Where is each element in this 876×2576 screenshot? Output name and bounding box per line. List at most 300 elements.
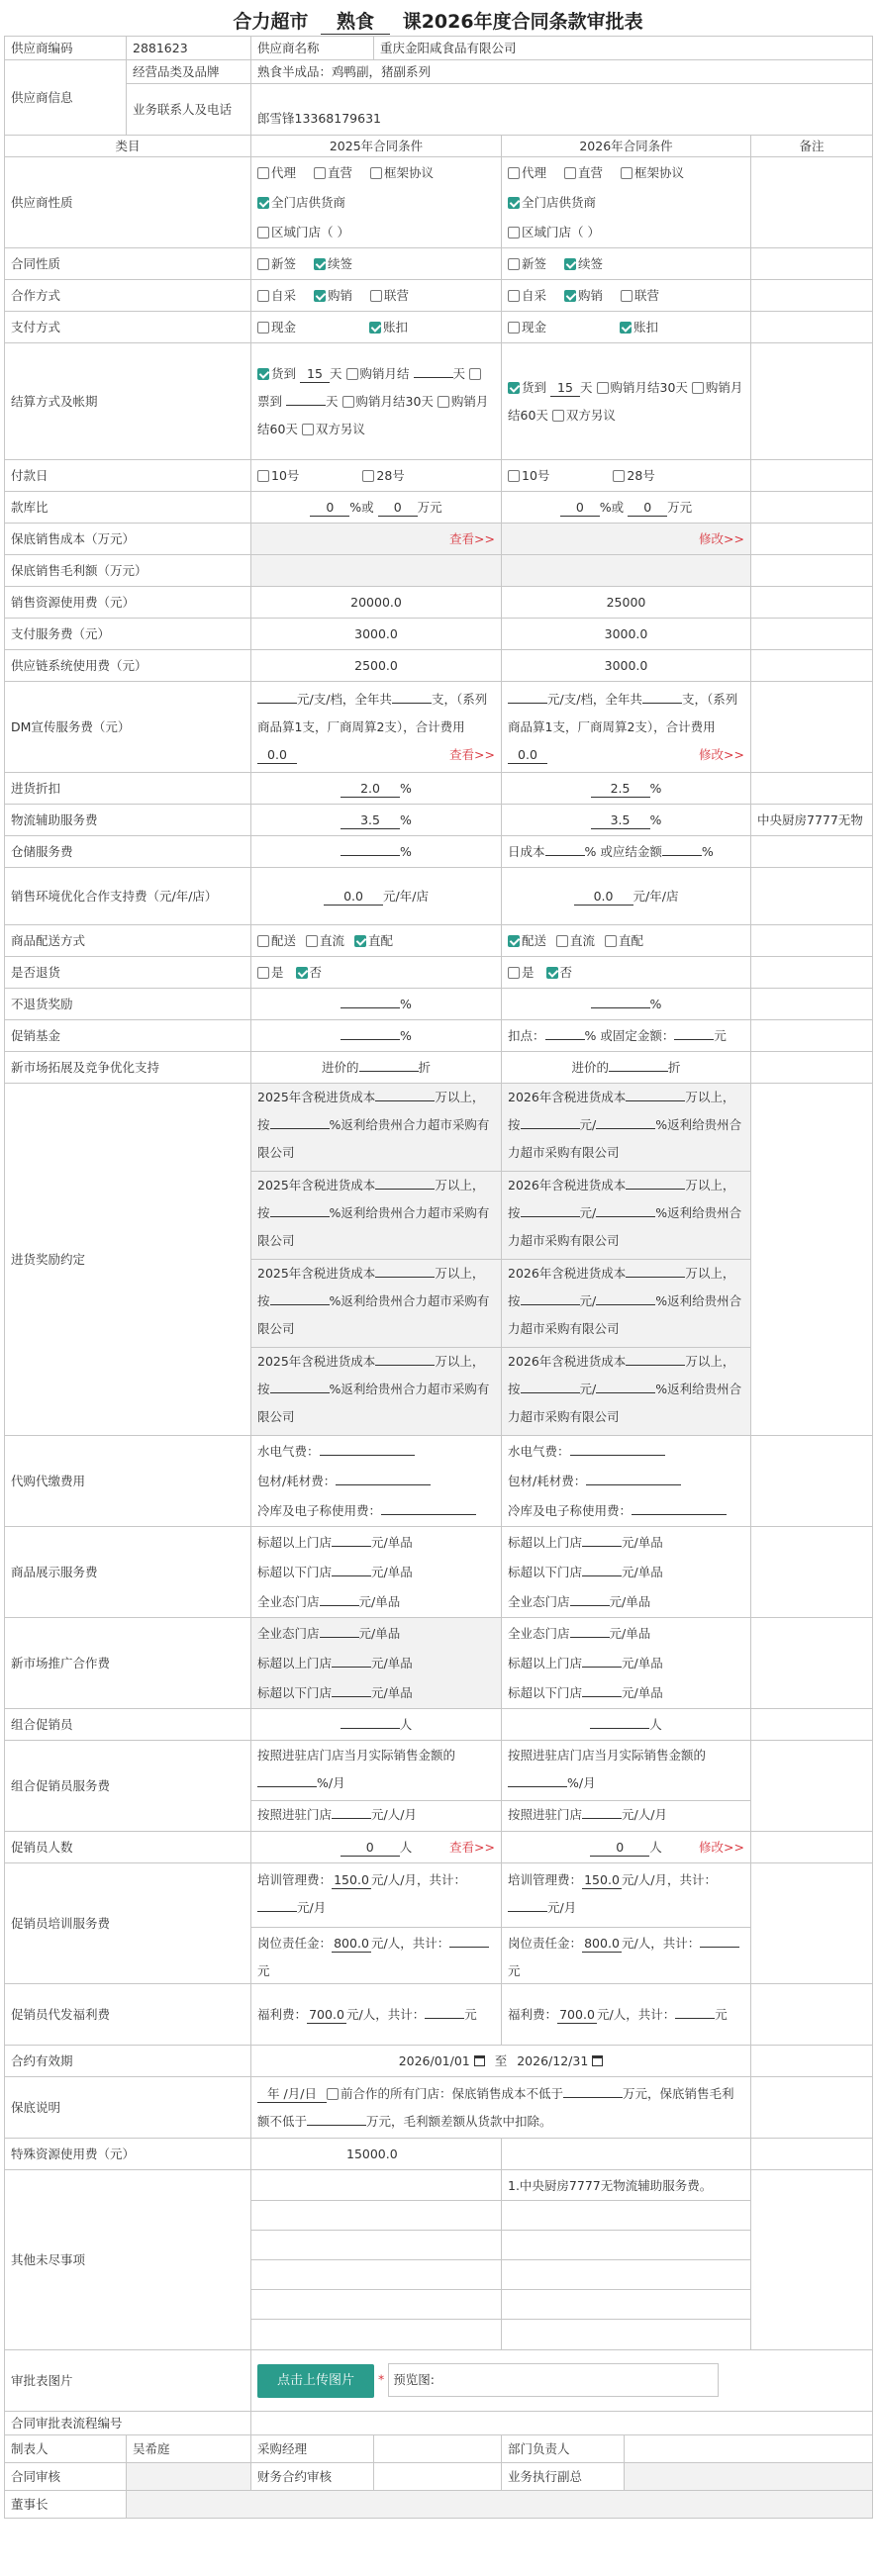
remark-logistics: 中央厨房7777无物 [751, 805, 873, 836]
contract-2026-new[interactable]: 新签 [508, 254, 546, 274]
post-deposit-2026[interactable]: 800.0 [582, 1936, 622, 1953]
resource-fee-2026[interactable]: 25000 [502, 587, 751, 619]
special-2025[interactable]: 15000.0 [346, 2146, 398, 2161]
delivery-2025-flow[interactable]: 直流 [306, 931, 344, 951]
blank-field[interactable] [336, 1484, 431, 1485]
blank-field[interactable] [307, 2125, 366, 2126]
other-2025-line[interactable] [251, 2260, 501, 2290]
blank-field[interactable] [508, 1786, 567, 1787]
row-label-payment: 支付方式 [5, 312, 251, 343]
page-title [0, 0, 876, 36]
checkbox-icon[interactable] [508, 470, 520, 482]
col-header-2026: 2026年合同条件 [502, 136, 751, 157]
nature-2026-all-store[interactable]: 全门店供货商 [508, 188, 596, 218]
blank-field[interactable] [626, 1277, 685, 1278]
checkbox-checked-icon[interactable] [508, 382, 520, 394]
checkbox-icon[interactable] [597, 382, 609, 394]
sign-finance-audit-label: 财务合约审核 [251, 2463, 374, 2491]
row-label-pay-service: 支付服务费（元） [5, 619, 251, 650]
payday-2026-28[interactable]: 28号 [613, 466, 654, 486]
other-2026-line[interactable] [502, 2231, 750, 2260]
row-label-contract-nature: 合同性质 [5, 248, 251, 280]
sign-finance-audit-value[interactable] [374, 2463, 502, 2491]
checkbox-icon[interactable] [613, 470, 625, 482]
checkbox-icon[interactable] [508, 258, 520, 270]
nature-2025-all-store[interactable]: 全门店供货商 [257, 188, 345, 218]
row-label-new-market: 新市场拓展及竞争优化支持 [5, 1052, 251, 1084]
ratio-2026: 0 %或 0 万元 [502, 492, 751, 524]
other-2026-line[interactable]: 1.中央厨房7777无物流辅助服务费。 [502, 2171, 750, 2201]
return-2025 [251, 957, 502, 989]
training-fee-2025[interactable]: 150.0 [332, 1872, 371, 1889]
blank-field[interactable] [320, 1605, 359, 1606]
calendar-icon[interactable] [592, 2055, 603, 2066]
row-label-training: 促销员培训服务费 [5, 1863, 251, 1984]
blank-field[interactable] [596, 1216, 655, 1217]
supplier-code-label: 供应商编码 [5, 37, 127, 60]
dm-2026: 元/支/档，全年共 支，（系列商品算1支，厂商周算2支），合计费用 0.0 修改>> [502, 682, 751, 773]
payday-2025 [251, 460, 502, 492]
blank-field[interactable] [257, 1911, 297, 1912]
payment-2025 [251, 312, 502, 343]
sign-maker-label: 制表人 [5, 2435, 127, 2463]
blank-field[interactable] [425, 2018, 464, 2019]
delivery-2026-direct[interactable]: 直配 [605, 931, 643, 951]
other-2025-line[interactable] [251, 2201, 501, 2231]
coop-2025-joint[interactable]: 联营 [370, 286, 409, 306]
checkbox-checked-icon[interactable] [257, 368, 269, 380]
reward-2025: 2025年含税进货成本 万以上，按 %返利给贵州合力超市采购有限公司 2025年含税进货成本 万以上，按 %返利给贵州合力超市采购有限公司 2025年含税进货成本 万以上，按 %返利给贵州合力超市采购有限公司 2025年含税进货成本 万以上，按 %返利给贵州合力超市采购有限公司 [251, 1084, 502, 1436]
checkbox-icon[interactable] [564, 167, 576, 179]
nature-2025-agent[interactable]: 代理 [257, 158, 296, 188]
row-label-settle: 结算方式及帐期 [5, 343, 251, 460]
row-label-promoter-count: 促销员人数 [5, 1832, 251, 1863]
checkbox-checked-icon[interactable] [564, 290, 576, 302]
delivery-2025-deliver[interactable]: 配送 [257, 931, 296, 951]
return-2026-no[interactable]: 否 [546, 963, 573, 983]
post-deposit-2025[interactable]: 800.0 [332, 1936, 371, 1953]
payday-2025-28[interactable]: 28号 [362, 466, 404, 486]
calendar-icon[interactable] [474, 2055, 485, 2066]
edit-link[interactable]: 修改>> [699, 746, 744, 762]
blank-field[interactable] [341, 1007, 400, 1008]
blank-field[interactable] [570, 1605, 610, 1606]
upload-image-button[interactable]: 点击上传图片 [257, 2364, 374, 2398]
blank-field[interactable] [582, 1575, 622, 1576]
contract-nature-2025 [251, 248, 502, 280]
row-label-coop: 合作方式 [5, 280, 251, 312]
promoter-count-2026[interactable]: 0 [590, 1840, 649, 1857]
row-label-warehouse: 仓储服务费 [5, 836, 251, 868]
contract-2026-renew[interactable]: 续签 [564, 254, 603, 274]
checkbox-checked-icon[interactable] [314, 290, 326, 302]
blank-field[interactable] [270, 1392, 330, 1393]
blank-field[interactable] [270, 1216, 330, 1217]
return-2026-yes[interactable]: 是 [508, 963, 535, 983]
required-mark: * [378, 2371, 385, 2387]
settle-2025: 货到 15 天 购销月结 天 票到 天 购销月结30天 购销月结60天 双方另议 [251, 343, 502, 460]
row-label-env: 销售环境优化合作支持费（元/年/店） [5, 868, 251, 925]
ratio-2026-b[interactable]: 0 [628, 500, 667, 517]
coop-2026-joint[interactable]: 联营 [621, 286, 659, 306]
row-label-agent-fee: 代购代缴费用 [5, 1436, 251, 1527]
logistics-2025: 3.5 % [251, 805, 502, 836]
settle-days-2025[interactable]: 15 [300, 366, 330, 383]
blank-field[interactable] [662, 855, 702, 856]
sign-chairman-label: 董事长 [5, 2491, 127, 2519]
discount-2026: 2.5 % [502, 773, 751, 805]
checkbox-icon[interactable] [257, 227, 269, 239]
checkbox-icon[interactable] [257, 935, 269, 947]
guarantee-date[interactable]: 年 /月/日 [257, 2086, 327, 2103]
ratio-2025-b[interactable]: 0 [378, 500, 418, 517]
blank-field[interactable] [626, 1365, 685, 1366]
view-link[interactable]: 查看>> [449, 746, 495, 762]
row-label-other: 其他未尽事项 [5, 2170, 251, 2350]
checkbox-icon[interactable] [605, 935, 617, 947]
blank-field[interactable] [570, 1455, 665, 1456]
checkbox-icon[interactable] [327, 2088, 339, 2100]
return-2026 [502, 957, 751, 989]
checkbox-icon[interactable] [692, 382, 704, 394]
blank-field[interactable] [596, 1304, 655, 1305]
delivery-2026-flow[interactable]: 直流 [556, 931, 595, 951]
checkbox-icon[interactable] [257, 322, 269, 334]
blank-field[interactable] [675, 2018, 715, 2019]
sign-maker-value: 吴希庭 [127, 2435, 251, 2463]
logistics-2026: 3.5 % [502, 805, 751, 836]
payment-2026-cash[interactable]: 现金 [508, 318, 546, 337]
row-label-no-return: 不退货奖励 [5, 989, 251, 1020]
blank-field[interactable] [449, 1947, 489, 1948]
contact-label: 业务联系人及电话 [127, 84, 251, 136]
other-2026-line[interactable] [502, 2320, 750, 2349]
warehouse-2025: % [251, 836, 502, 868]
row-label-delivery: 商品配送方式 [5, 925, 251, 957]
row-label-discount: 进货折扣 [5, 773, 251, 805]
env-2025-value[interactable]: 0.0 [324, 889, 383, 906]
brand-value: 熟食半成品：鸡鸭副，猪副系列 [251, 60, 873, 84]
checkbox-icon[interactable] [621, 167, 633, 179]
view-link[interactable]: 查看>> [449, 1839, 495, 1855]
blank-field[interactable] [521, 1128, 580, 1129]
nature-2026-agent[interactable]: 代理 [508, 158, 546, 188]
supply-chain-2025[interactable]: 2500.0 [251, 650, 502, 682]
sign-purchase-mgr-value[interactable] [374, 2435, 502, 2463]
blank-field[interactable] [626, 1100, 685, 1101]
blank-field[interactable] [257, 703, 297, 704]
other-2025-line[interactable] [251, 2290, 501, 2320]
contract-nature-2026 [502, 248, 751, 280]
row-label-guarantee-margin: 保底销售毛利额（万元） [5, 555, 251, 587]
contact-value: 郎雪锋13368179631 [251, 84, 873, 136]
row-label-ratio: 款库比 [5, 492, 251, 524]
title-department: 熟食 [321, 7, 390, 35]
blank-field[interactable] [632, 1514, 727, 1515]
coop-2025-self[interactable]: 自采 [257, 286, 296, 306]
checkbox-icon[interactable] [257, 290, 269, 302]
col-header-2025: 2025年合同条件 [251, 136, 502, 157]
other-2026-line[interactable] [502, 2201, 750, 2231]
approval-table: 供应商编码 2881623 供应商名称 重庆金阳咸食品有限公司 供应商信息 经营品类及品牌 熟食半成品：鸡鸭副，猪副系列 业务联系人及电话 郎雪锋13368179631 类目 2025年合同条件 2026年合同条件 备注 供应商性质 代理 直营 框架协议 全门店供货商 区域门店（ ） 代理 直营 框架协议 全门店供货商 区域门店（ ） 合同性质 新签 续签 新签 续签 合作方式 自采 购销 联营 自采 购销 联营 支付方式 现金 账扣 现金 账扣 结算方式及帐期 货到 15 天 购销月结 天 票到 天 购销月结30天 购销月结60天 双方另议 货到 15 天 购销月结30天 购销月结60天 双方另议 付款日 10号 28号 10号 28号 款库比 0 %或 0 万元 0 %或 0 万元 保底销售成本（万元） 查看>> 修改>> 保底销售毛利额（万元） 销售资源使用费（元） 20000.0 25000 支付服务费（元） 3000.0 3000.0 供应链系统使用费（元） 2500.0 3000.0 DM宣传服务费（元） 元/支/档，全年共 支，（系列商品算1支，厂商周算2支），合计费用 0.0 查看>> 元/支/档，全年共 支，（系列商品算1支，厂商周算2支），合计费用 0.0 修改>> 进货折扣 2.0 % 2.5 % 物流辅助服务费 3.5 % 3.5 % 中央厨房7777无物 仓储服务费 % 日成本 % 或应结金额 % 销售环境优化合作支持费（元/年/店） 0.0 元/年/店 0.0 元/年/店 商品配送方式 配送 直流 直配 配送 直流 直配 是否退货 是 否 是 否 不退货奖励 % % 促销基金 % 扣点： % 或固定金额： 元 新市场拓展及竞争优化支持 进价的 折 进价的 折 进货奖励约定 2025年含税进货成本 万以上，按 %返利给贵州合力超市采购有限公司 2025年含税进货成本 万以上，按 %返利给贵州合力超市采购有限公司 2025年含税进货成本 万以上，按 %返利给贵州合力超市采购有限公司 2025年含税进货成本 万以上，按 %返利给贵州合力超市采购有限公司 2026年含税进货成本 万以上，按 元/ %返利给贵州合力超市采购有限公司 2026年含税进货成本 万以上，按 元/ %返利给贵州合力超市采购有限公司 2026年含税进货成本 万以上，按 元/ %返利给贵州合力超市采购有限公司 2026年含税进货成本 万以上，按 元/ %返利给贵州合力超市采购有限公司 代购代缴费用 水电气费： 包材/耗材费： 冷库及电子称使用费： 水电气费： 包材/耗材费： 冷库及电子称使用费： 商品展示服务费 标超以上门店 元/单品 标超以下门店 元/单品 全业态门店 元/单品 标超以上门店 元/单品 标超以下门店 元/单品 全业态门店 元/单品 新市场推广合作费 全业态门店 元/单品 标超以上门店 元/单品 标超以下门店 元/单品 全业态门店 元/单品 标超以上门店 元/单品 标超以下门店 元/单品 组合促销员 人 人 组合促销员服务费 按照进驻店门店当月实际销售金额的%/月 按照进驻门店 元/人/月 按照进驻店门店当月实际销售金额的%/月 按照进驻门店 元/人/月 促销员人数 0 人 查看>> 0 人 修改>> 促销员培训服务费 培训管理费： 150.0 元/人/月，共计：元/月 岗位责任金： 800.0 元/人，共计：元 培训管理费： 150.0 元/人/月，共计：元/月 岗位责任金： 800.0 元/人，共计：元 促销员代发福利费 福利费： 700.0 元/人，共计： 元 福利费： 700.0 元/人，共计： 元 合约有效期 2026/01/01 至 2026/12/31 保底说明 年 /月/日 前合作的所有门店：保底销售成本不低于 万元，保底销售毛利额不低于 万元，毛利额差额从货款中扣除。 特殊资源使用费（元） 15000.0 其他未尽事项 1.中央厨房7777无物流辅助服务费。 审批表图片 点击上传图片 * 预览图: 合同审批表流程编号 制表人 吴希庭 采购经理 部门负责人 合同审核 财务合约审核 业务执行副总 董事长 [4, 36, 873, 2519]
pay-service-2026[interactable]: 3000.0 [502, 619, 751, 650]
row-label-special: 特殊资源使用费（元） [5, 2139, 251, 2170]
blank-field[interactable] [521, 1216, 580, 1217]
blank-field[interactable] [582, 1696, 622, 1697]
checkbox-icon[interactable] [302, 424, 314, 435]
logistics-2025-value[interactable]: 3.5 [341, 812, 400, 829]
supply-chain-2026[interactable]: 3000.0 [502, 650, 751, 682]
blank-field[interactable] [582, 1667, 622, 1668]
blank-field[interactable] [359, 1071, 419, 1072]
checkbox-checked-icon[interactable] [296, 967, 308, 979]
blank-field[interactable] [286, 405, 326, 406]
supplier-info-label: 供应商信息 [5, 60, 127, 136]
other-2026-line[interactable] [502, 2290, 750, 2320]
welfare-2025[interactable]: 700.0 [307, 2007, 346, 2024]
other-2025-line[interactable] [251, 2320, 501, 2349]
return-2025-yes[interactable]: 是 [257, 963, 284, 983]
row-label-guarantee-cost: 保底销售成本（万元） [5, 524, 251, 555]
promoter-count-2025[interactable]: 0 [341, 1840, 400, 1857]
blank-field[interactable] [375, 1365, 435, 1366]
checkbox-icon[interactable] [306, 935, 318, 947]
discount-2026-value[interactable]: 2.5 [591, 781, 650, 798]
payment-2025-cash[interactable]: 现金 [257, 318, 296, 337]
row-label-promo-fund: 促销基金 [5, 1020, 251, 1052]
blank-field[interactable] [320, 1455, 415, 1456]
blank-field[interactable] [341, 1728, 400, 1729]
nature-2025-region[interactable]: 区域门店（ ） [257, 218, 349, 247]
row-label-welfare: 促销员代发福利费 [5, 1984, 251, 2046]
dm-total-2025[interactable]: 0.0 [257, 747, 297, 764]
sign-purchase-mgr-label: 采购经理 [251, 2435, 374, 2463]
checkbox-checked-icon[interactable] [314, 258, 326, 270]
payment-2026 [502, 312, 751, 343]
blank-field[interactable] [257, 1786, 317, 1787]
blank-field[interactable] [596, 1128, 655, 1129]
row-label-combo-service: 组合促销员服务费 [5, 1741, 251, 1832]
other-2025-line[interactable] [251, 2171, 501, 2201]
checkbox-checked-icon[interactable] [354, 935, 366, 947]
checkbox-icon[interactable] [621, 290, 633, 302]
checkbox-icon[interactable] [257, 967, 269, 979]
env-2026-value[interactable]: 0.0 [574, 889, 633, 906]
ratio-2025: 0 %或 0 万元 [251, 492, 502, 524]
edit-link[interactable]: 修改>> [699, 530, 744, 546]
blank-field[interactable] [508, 1911, 547, 1912]
blank-field[interactable] [508, 703, 547, 704]
nature-2025-frame[interactable]: 框架协议 [370, 158, 434, 188]
flow-no-value[interactable] [251, 2412, 873, 2435]
nature-2026 [502, 157, 751, 248]
row-label-nature: 供应商性质 [5, 157, 251, 248]
blank-field[interactable] [590, 1728, 649, 1729]
other-2025-line[interactable] [251, 2231, 501, 2260]
blank-field[interactable] [341, 1039, 400, 1040]
row-label-pay-day: 付款日 [5, 460, 251, 492]
title-suffix: 课2026年度合同条款审批表 [402, 11, 643, 33]
env-2026: 0.0 元/年/店 [502, 868, 751, 925]
blank-field[interactable] [596, 1392, 655, 1393]
dm-2025: 元/支/档，全年共 支，（系列商品算1支，厂商周算2支），合计费用 0.0 查看>> [251, 682, 502, 773]
checkbox-icon[interactable] [370, 290, 382, 302]
training-fee-2026[interactable]: 150.0 [582, 1872, 622, 1889]
checkbox-checked-icon[interactable] [257, 197, 269, 209]
sign-dept-head-value[interactable] [625, 2435, 873, 2463]
discount-2025-value[interactable]: 2.0 [341, 781, 400, 798]
logistics-2026-value[interactable]: 3.5 [591, 812, 650, 829]
contract-2025-renew[interactable]: 续签 [314, 254, 352, 274]
blank-field[interactable] [545, 855, 585, 856]
delivery-2026-deliver[interactable]: 配送 [508, 931, 546, 951]
blank-field[interactable] [642, 703, 682, 704]
payment-2026-credit[interactable]: 账扣 [620, 318, 658, 337]
blank-field[interactable] [332, 1667, 371, 1668]
blank-field[interactable] [381, 1514, 476, 1515]
checkbox-icon[interactable] [257, 470, 269, 482]
ratio-2025-a[interactable]: 0 [310, 500, 349, 517]
payment-2025-credit[interactable]: 账扣 [369, 318, 408, 337]
coop-2026 [502, 280, 751, 312]
checkbox-icon[interactable] [370, 167, 382, 179]
blank-field[interactable] [375, 1189, 435, 1190]
blank-field[interactable] [591, 1007, 650, 1008]
settle-days-2026[interactable]: 15 [550, 380, 580, 397]
row-label-guarantee-note: 保底说明 [5, 2077, 251, 2139]
brand-label: 经营品类及品牌 [127, 60, 251, 84]
blank-field[interactable] [582, 1818, 622, 1819]
remark-nature [751, 157, 873, 248]
payday-2025-10[interactable]: 10号 [257, 466, 299, 486]
ratio-2026-a[interactable]: 0 [560, 500, 600, 517]
blank-field[interactable] [586, 1484, 681, 1485]
supplier-name-value: 重庆金阳咸食品有限公司 [374, 37, 873, 60]
checkbox-icon[interactable] [346, 368, 358, 380]
row-label-dm: DM宣传服务费（元） [5, 682, 251, 773]
blank-field[interactable] [332, 1546, 371, 1547]
blank-field[interactable] [332, 1575, 371, 1576]
blank-field[interactable] [270, 1128, 330, 1129]
nature-2025 [251, 157, 502, 248]
blank-field[interactable] [700, 1947, 739, 1948]
nature-2026-region[interactable]: 区域门店（ ） [508, 218, 600, 247]
blank-field[interactable] [341, 855, 400, 856]
coop-2026-self[interactable]: 自采 [508, 286, 546, 306]
blank-field[interactable] [570, 1637, 610, 1638]
sign-exec-vp-label: 业务执行副总 [502, 2463, 625, 2491]
view-link[interactable]: 查看>> [449, 530, 495, 546]
sign-chairman-value[interactable] [127, 2491, 873, 2519]
blank-field[interactable] [521, 1304, 580, 1305]
blank-field[interactable] [375, 1277, 435, 1278]
row-label-logistics: 物流辅助服务费 [5, 805, 251, 836]
contract-2025-new[interactable]: 新签 [257, 254, 296, 274]
checkbox-checked-icon[interactable] [369, 322, 381, 334]
row-label-combo: 组合促销员 [5, 1709, 251, 1741]
coop-2026-purchase[interactable]: 购销 [564, 286, 603, 306]
checkbox-icon[interactable] [257, 258, 269, 270]
date-end-field[interactable]: 2026/12/31 [517, 2051, 603, 2071]
checkbox-checked-icon[interactable] [508, 197, 520, 209]
blank-field[interactable] [414, 377, 453, 378]
blank-field[interactable] [545, 1039, 585, 1040]
edit-link[interactable]: 修改>> [699, 1839, 744, 1855]
checkbox-icon[interactable] [438, 396, 449, 408]
nature-2026-frame[interactable]: 框架协议 [621, 158, 684, 188]
sign-exec-vp-value[interactable] [625, 2463, 873, 2491]
row-label-reward: 进货奖励约定 [5, 1084, 251, 1436]
blank-field[interactable] [392, 703, 432, 704]
resource-fee-2025[interactable]: 20000.0 [251, 587, 502, 619]
blank-field[interactable] [332, 1818, 371, 1819]
checkbox-icon[interactable] [314, 167, 326, 179]
other-2026-line[interactable] [502, 2260, 750, 2290]
nature-2025-direct[interactable]: 直营 [314, 158, 352, 188]
blank-field[interactable] [582, 1546, 622, 1547]
row-label-new-promo: 新市场推广合作费 [5, 1618, 251, 1709]
row-label-resource-fee: 销售资源使用费（元） [5, 587, 251, 619]
dm-total-2026[interactable]: 0.0 [508, 747, 547, 764]
blank-field[interactable] [626, 1189, 685, 1190]
checkbox-checked-icon[interactable] [546, 967, 558, 979]
payday-2026 [502, 460, 751, 492]
welfare-2026[interactable]: 700.0 [557, 2007, 597, 2024]
blank-field[interactable] [332, 1696, 371, 1697]
checkbox-icon[interactable] [552, 410, 564, 422]
preview-box: 预览图: [388, 2363, 719, 2397]
checkbox-checked-icon[interactable] [508, 935, 520, 947]
blank-field[interactable] [563, 2097, 623, 2098]
blank-field[interactable] [674, 1039, 714, 1040]
checkbox-icon[interactable] [556, 935, 568, 947]
blank-field[interactable] [270, 1304, 330, 1305]
pay-service-2025[interactable]: 3000.0 [251, 619, 502, 650]
checkbox-icon[interactable] [469, 368, 481, 380]
date-start-field[interactable]: 2026/01/01 [399, 2051, 485, 2071]
payday-2026-10[interactable]: 10号 [508, 466, 549, 486]
delivery-2025-direct[interactable]: 直配 [354, 931, 393, 951]
checkbox-checked-icon[interactable] [564, 258, 576, 270]
supplier-code-value: 2881623 [127, 37, 251, 60]
delivery-2026 [502, 925, 751, 957]
checkbox-icon[interactable] [508, 167, 520, 179]
checkbox-icon[interactable] [508, 967, 520, 979]
blank-field[interactable] [609, 1071, 668, 1072]
checkbox-icon[interactable] [362, 470, 374, 482]
checkbox-icon[interactable] [342, 396, 354, 408]
blank-field[interactable] [320, 1637, 359, 1638]
blank-field[interactable] [375, 1100, 435, 1101]
blank-field[interactable] [521, 1392, 580, 1393]
nature-2026-direct[interactable]: 直营 [564, 158, 603, 188]
checkbox-icon[interactable] [508, 322, 520, 334]
checkbox-icon[interactable] [508, 227, 520, 239]
checkbox-checked-icon[interactable] [620, 322, 632, 334]
return-2025-no[interactable]: 否 [296, 963, 323, 983]
warehouse-2026: 日成本 % 或应结金额 % [502, 836, 751, 868]
settle-2026: 货到 15 天 购销月结30天 购销月结60天 双方另议 [502, 343, 751, 460]
col-header-remark: 备注 [751, 136, 873, 157]
coop-2025 [251, 280, 502, 312]
coop-2025-purchase[interactable]: 购销 [314, 286, 352, 306]
reward-2026: 2026年含税进货成本 万以上，按 元/ %返利给贵州合力超市采购有限公司 2026年含税进货成本 万以上，按 元/ %返利给贵州合力超市采购有限公司 2026年含税进货成本 万以上，按 元/ %返利给贵州合力超市采购有限公司 2026年含税进货成本 万以上，按 元/ %返利给贵州合力超市采购有限公司 [502, 1084, 751, 1436]
row-label-image: 审批表图片 [5, 2350, 251, 2412]
checkbox-icon[interactable] [508, 290, 520, 302]
discount-2025: 2.0 % [251, 773, 502, 805]
checkbox-icon[interactable] [257, 167, 269, 179]
sign-contract-audit-value[interactable] [127, 2463, 251, 2491]
